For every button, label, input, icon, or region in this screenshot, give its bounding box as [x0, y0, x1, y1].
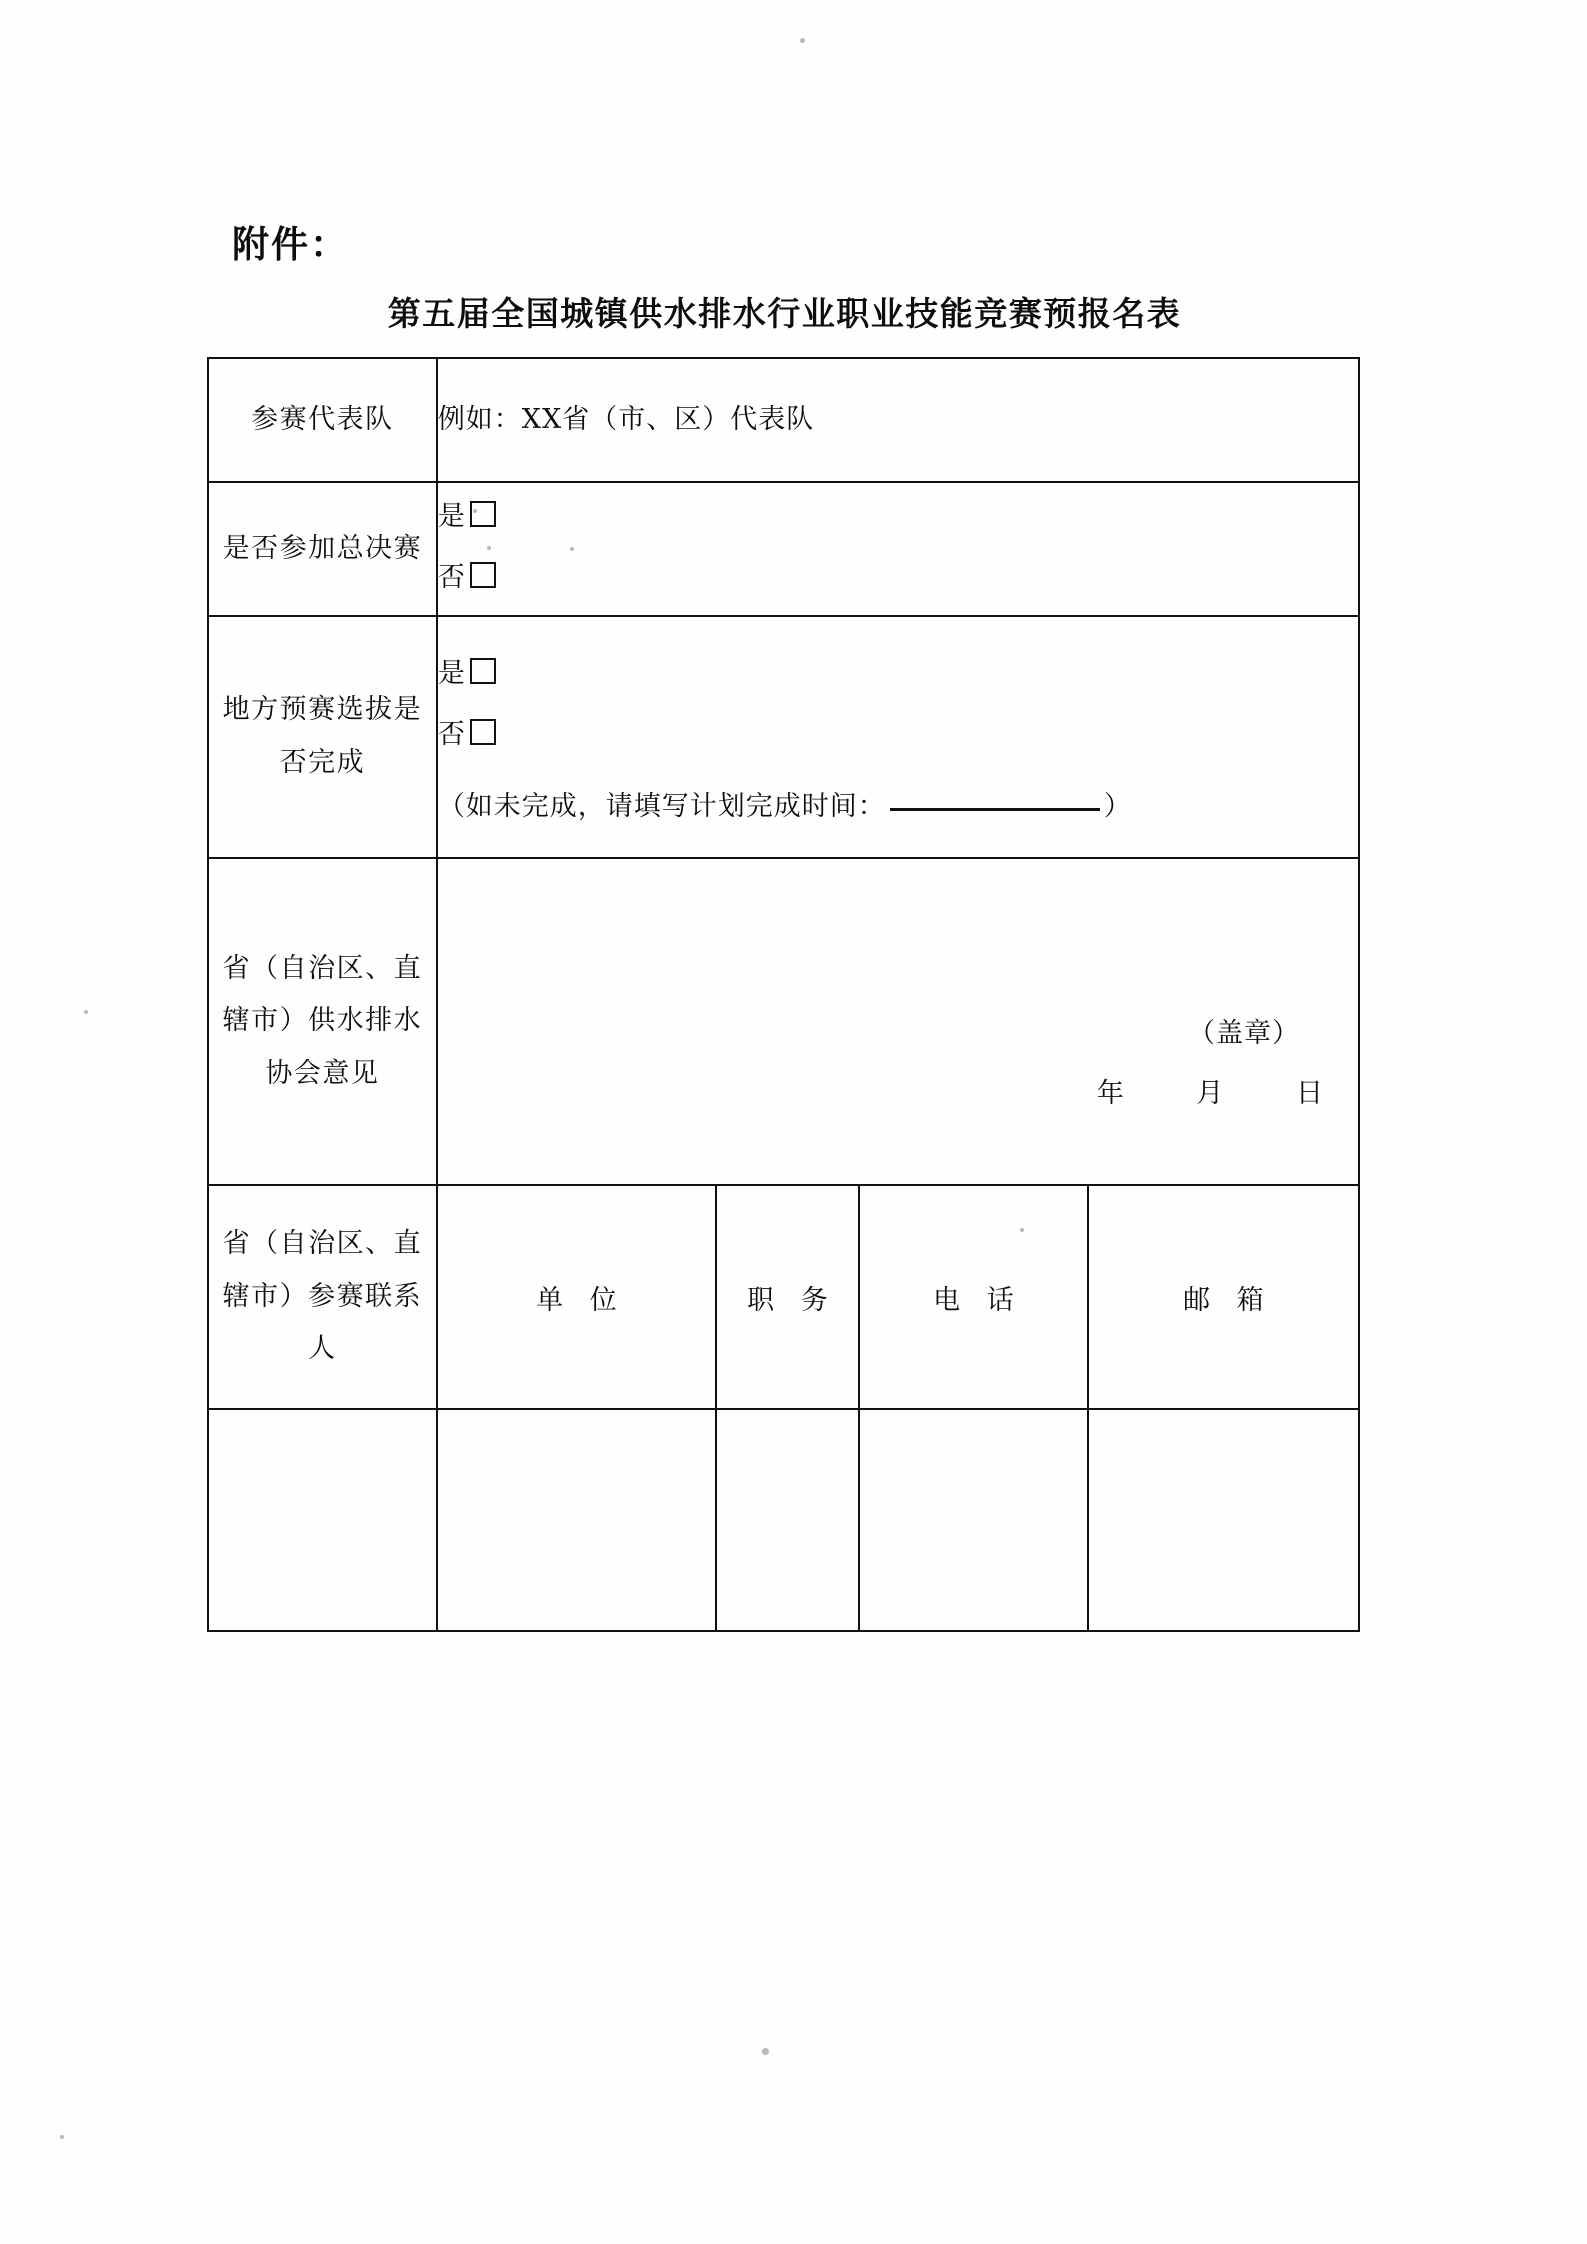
- attachment-label: 附件：: [232, 222, 349, 266]
- option-yes-label: 是: [437, 500, 466, 532]
- label-association-opinion-line1: 省（自治区、直: [222, 952, 423, 984]
- date-month-label: 月: [1196, 1078, 1225, 1109]
- label-join-final: 是否参加总决赛: [208, 482, 437, 616]
- planned-date-input[interactable]: [890, 808, 1100, 811]
- label-local-trial: [208, 616, 437, 858]
- label-association-opinion-line2: 辖市）供水排水: [222, 1005, 423, 1037]
- page-title: 第五届全国城镇供水排水行业职业技能竞赛预报名表: [387, 294, 1182, 333]
- label-association-opinion: [208, 858, 437, 1185]
- label-contact-person-line3: 人: [308, 1333, 337, 1365]
- entry-email-cell[interactable]: [1088, 1409, 1359, 1631]
- seal-note: （盖章）: [1188, 1018, 1300, 1049]
- date-year-label: 年: [1096, 1078, 1125, 1109]
- entry-name-cell[interactable]: [208, 1409, 437, 1631]
- label-contact-person-line1: 省（自治区、直: [222, 1228, 423, 1260]
- entry-position-cell[interactable]: [716, 1409, 859, 1631]
- entry-unit-cell[interactable]: [437, 1409, 716, 1631]
- checkbox-icon[interactable]: [470, 501, 496, 527]
- date-line: [1097, 1071, 1324, 1110]
- table-row: [208, 358, 1359, 482]
- option-no-label: 否: [437, 719, 466, 751]
- date-day-label: 日: [1296, 1078, 1324, 1109]
- label-local-trial-line1: 地方预赛选拔是: [222, 694, 423, 726]
- checkbox-icon[interactable]: [470, 719, 496, 745]
- note-suffix: ）: [1103, 790, 1132, 822]
- checkbox-icon[interactable]: [470, 658, 496, 684]
- scan-speck: [800, 38, 805, 43]
- table-row: [208, 858, 1359, 1185]
- option-yes-final[interactable]: [438, 491, 1358, 542]
- label-contact-person-line2: 辖市）参赛联系: [222, 1280, 423, 1312]
- planned-completion-note: [438, 781, 1358, 832]
- checkbox-icon[interactable]: [470, 562, 496, 588]
- scan-speck: [60, 2135, 64, 2139]
- note-prefix: （如未完成，请填写计划完成时间：: [437, 790, 886, 822]
- label-team: 参赛代表队: [208, 358, 437, 482]
- table-row: [208, 616, 1359, 858]
- value-local-trial: [437, 616, 1359, 858]
- value-association-opinion[interactable]: [437, 858, 1359, 1185]
- label-association-opinion-line3: 协会意见: [265, 1057, 380, 1089]
- column-header-email: 邮 箱: [1088, 1185, 1359, 1409]
- column-header-position: 职 务: [716, 1185, 859, 1409]
- option-yes-label: 是: [437, 658, 466, 690]
- value-team: 例如：XX省（市、区）代表队: [437, 358, 1359, 482]
- option-no-final[interactable]: [438, 552, 1358, 603]
- option-no-trial[interactable]: [438, 709, 1358, 760]
- column-header-phone: 电 话: [859, 1185, 1088, 1409]
- scan-speck: [762, 2048, 769, 2055]
- option-yes-trial[interactable]: [438, 648, 1358, 699]
- entry-phone-cell[interactable]: [859, 1409, 1088, 1631]
- column-header-unit: 单 位: [437, 1185, 716, 1409]
- option-no-label: 否: [437, 562, 466, 593]
- table-row: [208, 1185, 1359, 1409]
- value-join-final: [437, 482, 1359, 616]
- table-row: [208, 482, 1359, 616]
- label-local-trial-line2: 否完成: [279, 747, 366, 778]
- table-row: [208, 1409, 1359, 1631]
- opinion-area[interactable]: [438, 859, 1358, 1184]
- label-contact-person: [208, 1185, 437, 1409]
- registration-form-table: [207, 357, 1360, 1632]
- scan-speck: [84, 1010, 88, 1014]
